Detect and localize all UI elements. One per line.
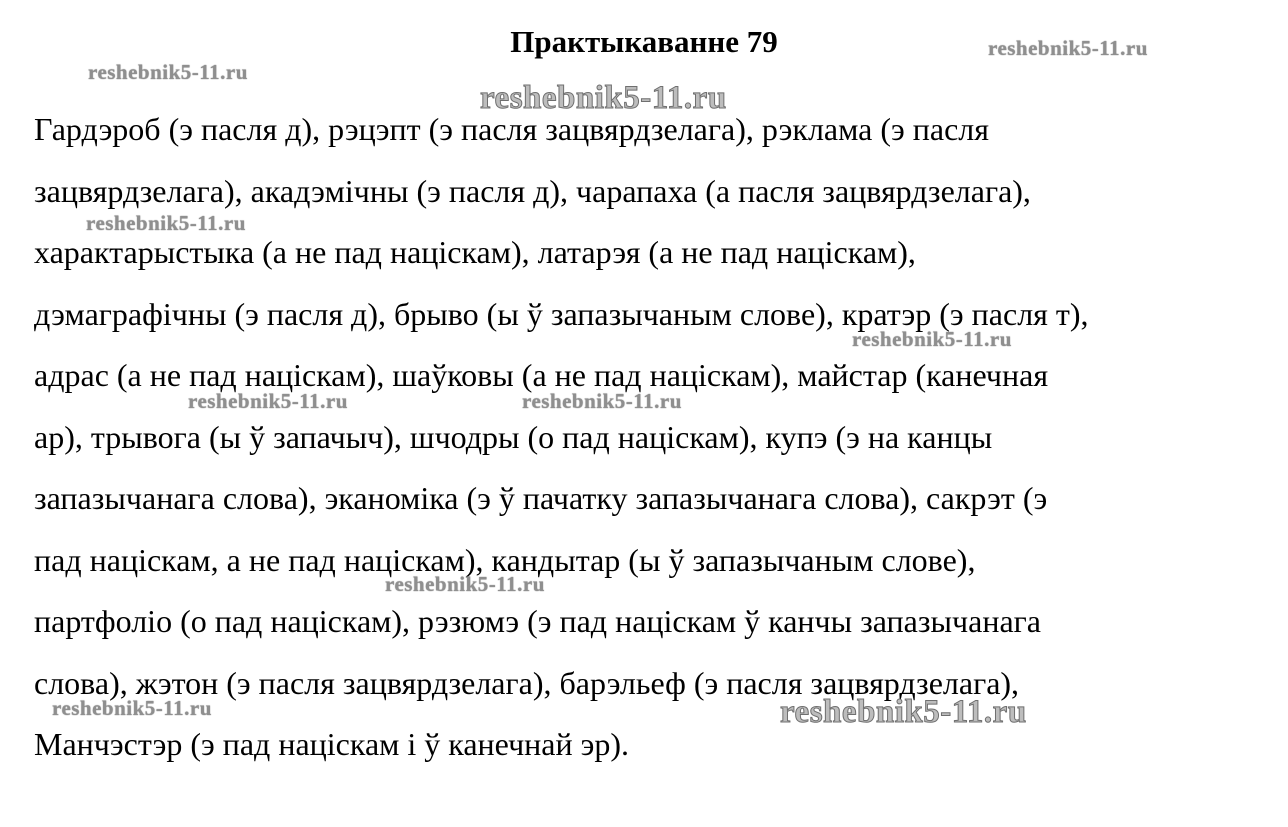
text-line: дэмаграфічны (э пасля д), брыво (ы ў запазычаным слове), кратэр (э пасля т), xyxy=(34,295,1089,332)
text-line: слова), жэтон (э пасля зацвярдзелага), барэльеф (э пасля зацвярдзелага), xyxy=(34,664,1020,701)
watermark: reshebnik5-11.ru xyxy=(88,60,248,84)
text-line: зацвярдзелага), акадэмічны (э пасля д), чарапаха (а пасля зацвярдзелага), xyxy=(34,172,1031,209)
watermark: reshebnik5-11.ru xyxy=(52,696,212,720)
watermark: reshebnik5-11.ru xyxy=(480,80,727,116)
watermark: reshebnik5-11.ru xyxy=(988,36,1148,60)
watermark: reshebnik5-11.ru xyxy=(188,389,348,413)
watermark: reshebnik5-11.ru xyxy=(86,211,246,235)
watermark: reshebnik5-11.ru xyxy=(522,389,682,413)
text-line: Манчэстэр (э пад націскам і ў канечнай эр). xyxy=(34,726,630,762)
exercise-text xyxy=(34,105,1274,782)
text-line: пад націскам, а не пад націскам), кандытар (ы ў запазычаным слове), xyxy=(34,541,976,578)
watermark: reshebnik5-11.ru xyxy=(852,327,1012,351)
watermark: reshebnik5-11.ru xyxy=(780,694,1027,730)
watermark: reshebnik5-11.ru xyxy=(385,572,545,596)
text-line: партфоліо (о пад націскам), рэзюмэ (э пад націскам ў канчы запазычанага xyxy=(34,603,1041,639)
text-line: ар), трывога (ы ў запачыч), шчодры (о пад націскам), купэ (э на канцы xyxy=(34,418,993,455)
text-line: Гардэроб (э пасля д), рэцэпт (э пасля зацвярдзелага), рэклама (э пасля xyxy=(34,111,989,147)
text-line: адрас (а не пад націскам), шаўковы (а не пад націскам), майстар (канечная xyxy=(34,357,1049,393)
text-line: запазычанага слова), эканоміка (э ў пачатку запазычанага слова), сакрэт (э xyxy=(34,480,1048,516)
page-title: Практыкаванне 79 xyxy=(510,24,778,59)
text-line: характарыстыка (а не пад націскам), латарэя (а не пад націскам), xyxy=(34,234,916,270)
